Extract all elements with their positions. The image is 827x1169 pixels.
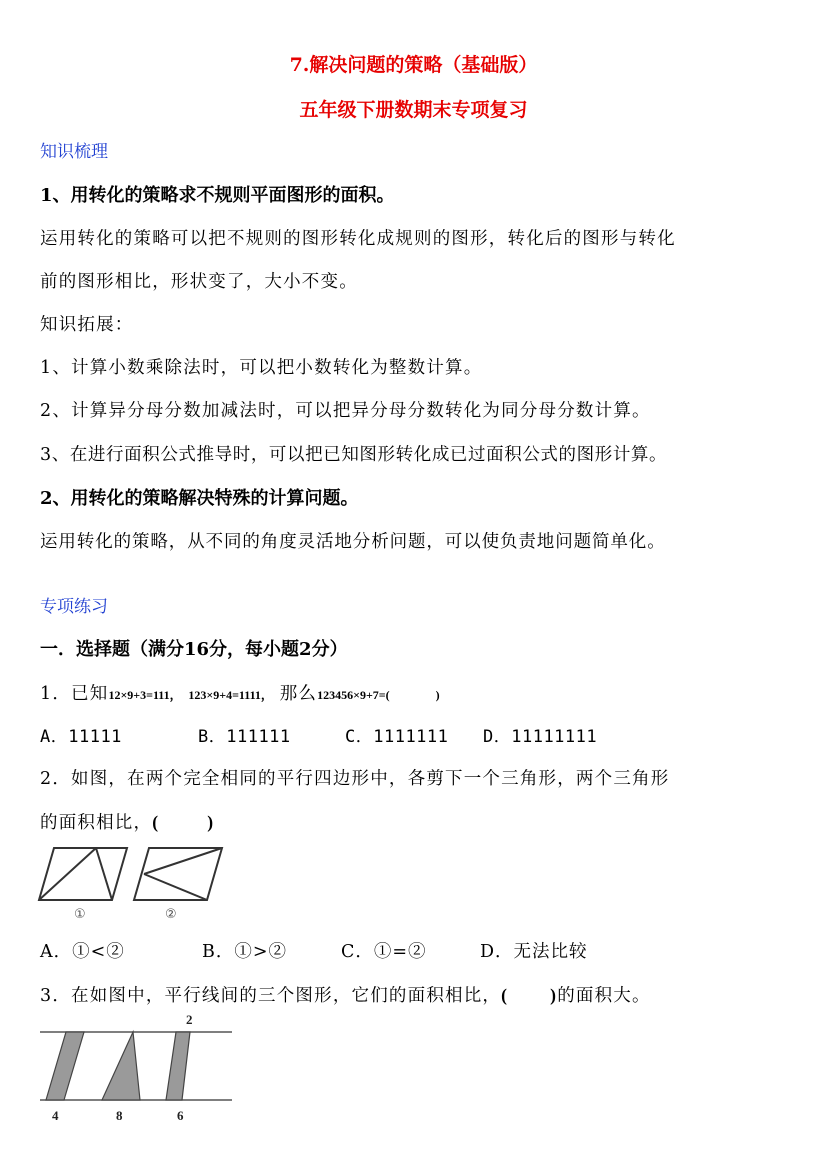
q1-options xyxy=(40,722,597,747)
q2-line-2-text: 的面积相比， xyxy=(40,813,153,833)
label-top-base: 2 xyxy=(186,1012,193,1027)
parallel-lines-figure xyxy=(36,1010,246,1128)
practice-heading: 专项练习 xyxy=(40,597,108,617)
parallelogram-1 xyxy=(39,848,127,900)
q1-prefix: 1．已知 xyxy=(40,684,109,704)
knowledge-point1-text-a: 运用转化的策略可以把不规则的图形转化成规则的图形，转化后的图形与转化 xyxy=(40,229,676,249)
q2-line-2 xyxy=(40,809,214,834)
figure-label-1: ① xyxy=(74,907,86,922)
q3-close-paren: ) xyxy=(550,985,558,1005)
knowledge-expand-item: 1、计算小数乘除法时，可以把小数转化为整数计算。 xyxy=(40,358,483,378)
q1-option-c[interactable]: C．1111111 xyxy=(345,727,449,747)
q1-mid: 那么 xyxy=(279,684,318,704)
q3-line-1a: 3．在如图中，平行线间的三个图形，它们的面积相比， xyxy=(40,986,502,1006)
q3-line-1b: 的面积大。 xyxy=(557,986,651,1006)
label-parallelogram-base: 4 xyxy=(52,1108,59,1123)
parallelogram-figure xyxy=(36,844,236,924)
question-1 xyxy=(40,680,440,705)
shape-trapezoid xyxy=(166,1032,190,1100)
q2-option-d[interactable]: D．无法比较 xyxy=(480,942,588,962)
q1-close-paren: ) xyxy=(435,688,440,702)
knowledge-heading: 知识梳理 xyxy=(40,142,108,162)
q3-line-1 xyxy=(40,982,651,1007)
q1-option-b[interactable]: B．111111 xyxy=(198,727,291,747)
q1-option-a[interactable]: A．11111 xyxy=(40,727,122,747)
q1-equation-3: 123456×9+7=( xyxy=(317,688,390,702)
q2-options xyxy=(40,938,588,963)
q1-option-d[interactable]: D．11111111 xyxy=(483,727,598,747)
q1-equation-2: 123×9+4=1111， xyxy=(188,688,273,702)
page-subtitle: 五年级下册数期末专项复习 xyxy=(299,99,528,121)
shape-parallelogram xyxy=(46,1032,84,1100)
q1-equation-1: 12×9+3=111， xyxy=(108,688,182,702)
knowledge-point1-text-b: 前的图形相比，形状变了，大小不变。 xyxy=(40,272,358,292)
knowledge-expand-item: 2、计算异分母分数加减法时，可以把异分母分数转化为同分母分数计算。 xyxy=(40,401,651,421)
figure-label-2: ② xyxy=(165,907,177,922)
knowledge-point2-title: 2、用转化的策略解决特殊的计算问题。 xyxy=(40,488,359,509)
label-triangle-base: 8 xyxy=(116,1108,123,1123)
parallelogram-2 xyxy=(134,848,222,900)
page-title: 7.解决问题的策略（基础版） xyxy=(289,54,538,76)
shape-triangle xyxy=(102,1032,140,1100)
q3-open-paren: ( xyxy=(501,985,509,1005)
knowledge-expand-label: 知识拓展： xyxy=(40,315,134,335)
triangle-2-edge xyxy=(144,848,222,874)
triangle-2-edge xyxy=(144,874,207,900)
triangle-1-edge xyxy=(96,848,112,900)
knowledge-point2-text: 运用转化的策略，从不同的角度灵活地分析问题，可以使负责地问题简单化。 xyxy=(40,532,666,552)
label-trapezoid-base: 6 xyxy=(177,1108,184,1123)
q2-close-paren: ) xyxy=(207,812,215,832)
triangle-1-edge xyxy=(39,848,96,900)
q2-line-1: 2．如图，在两个完全相同的平行四边形中，各剪下一个三角形，两个三角形 xyxy=(40,769,670,789)
q2-option-c[interactable]: C．①=② xyxy=(341,942,427,962)
knowledge-point1-title: 1、用转化的策略求不规则平面图形的面积。 xyxy=(40,185,395,206)
q2-option-a[interactable]: A．①<② xyxy=(40,942,125,962)
practice-section-title: 一．选择题（满分16分，每小题2分） xyxy=(40,639,348,660)
q2-option-b[interactable]: B．①>② xyxy=(202,942,288,962)
knowledge-expand-item: 3、在进行面积公式推导时，可以把已知图形转化成已过面积公式的图形计算。 xyxy=(40,445,668,465)
q2-open-paren: ( xyxy=(152,812,160,832)
